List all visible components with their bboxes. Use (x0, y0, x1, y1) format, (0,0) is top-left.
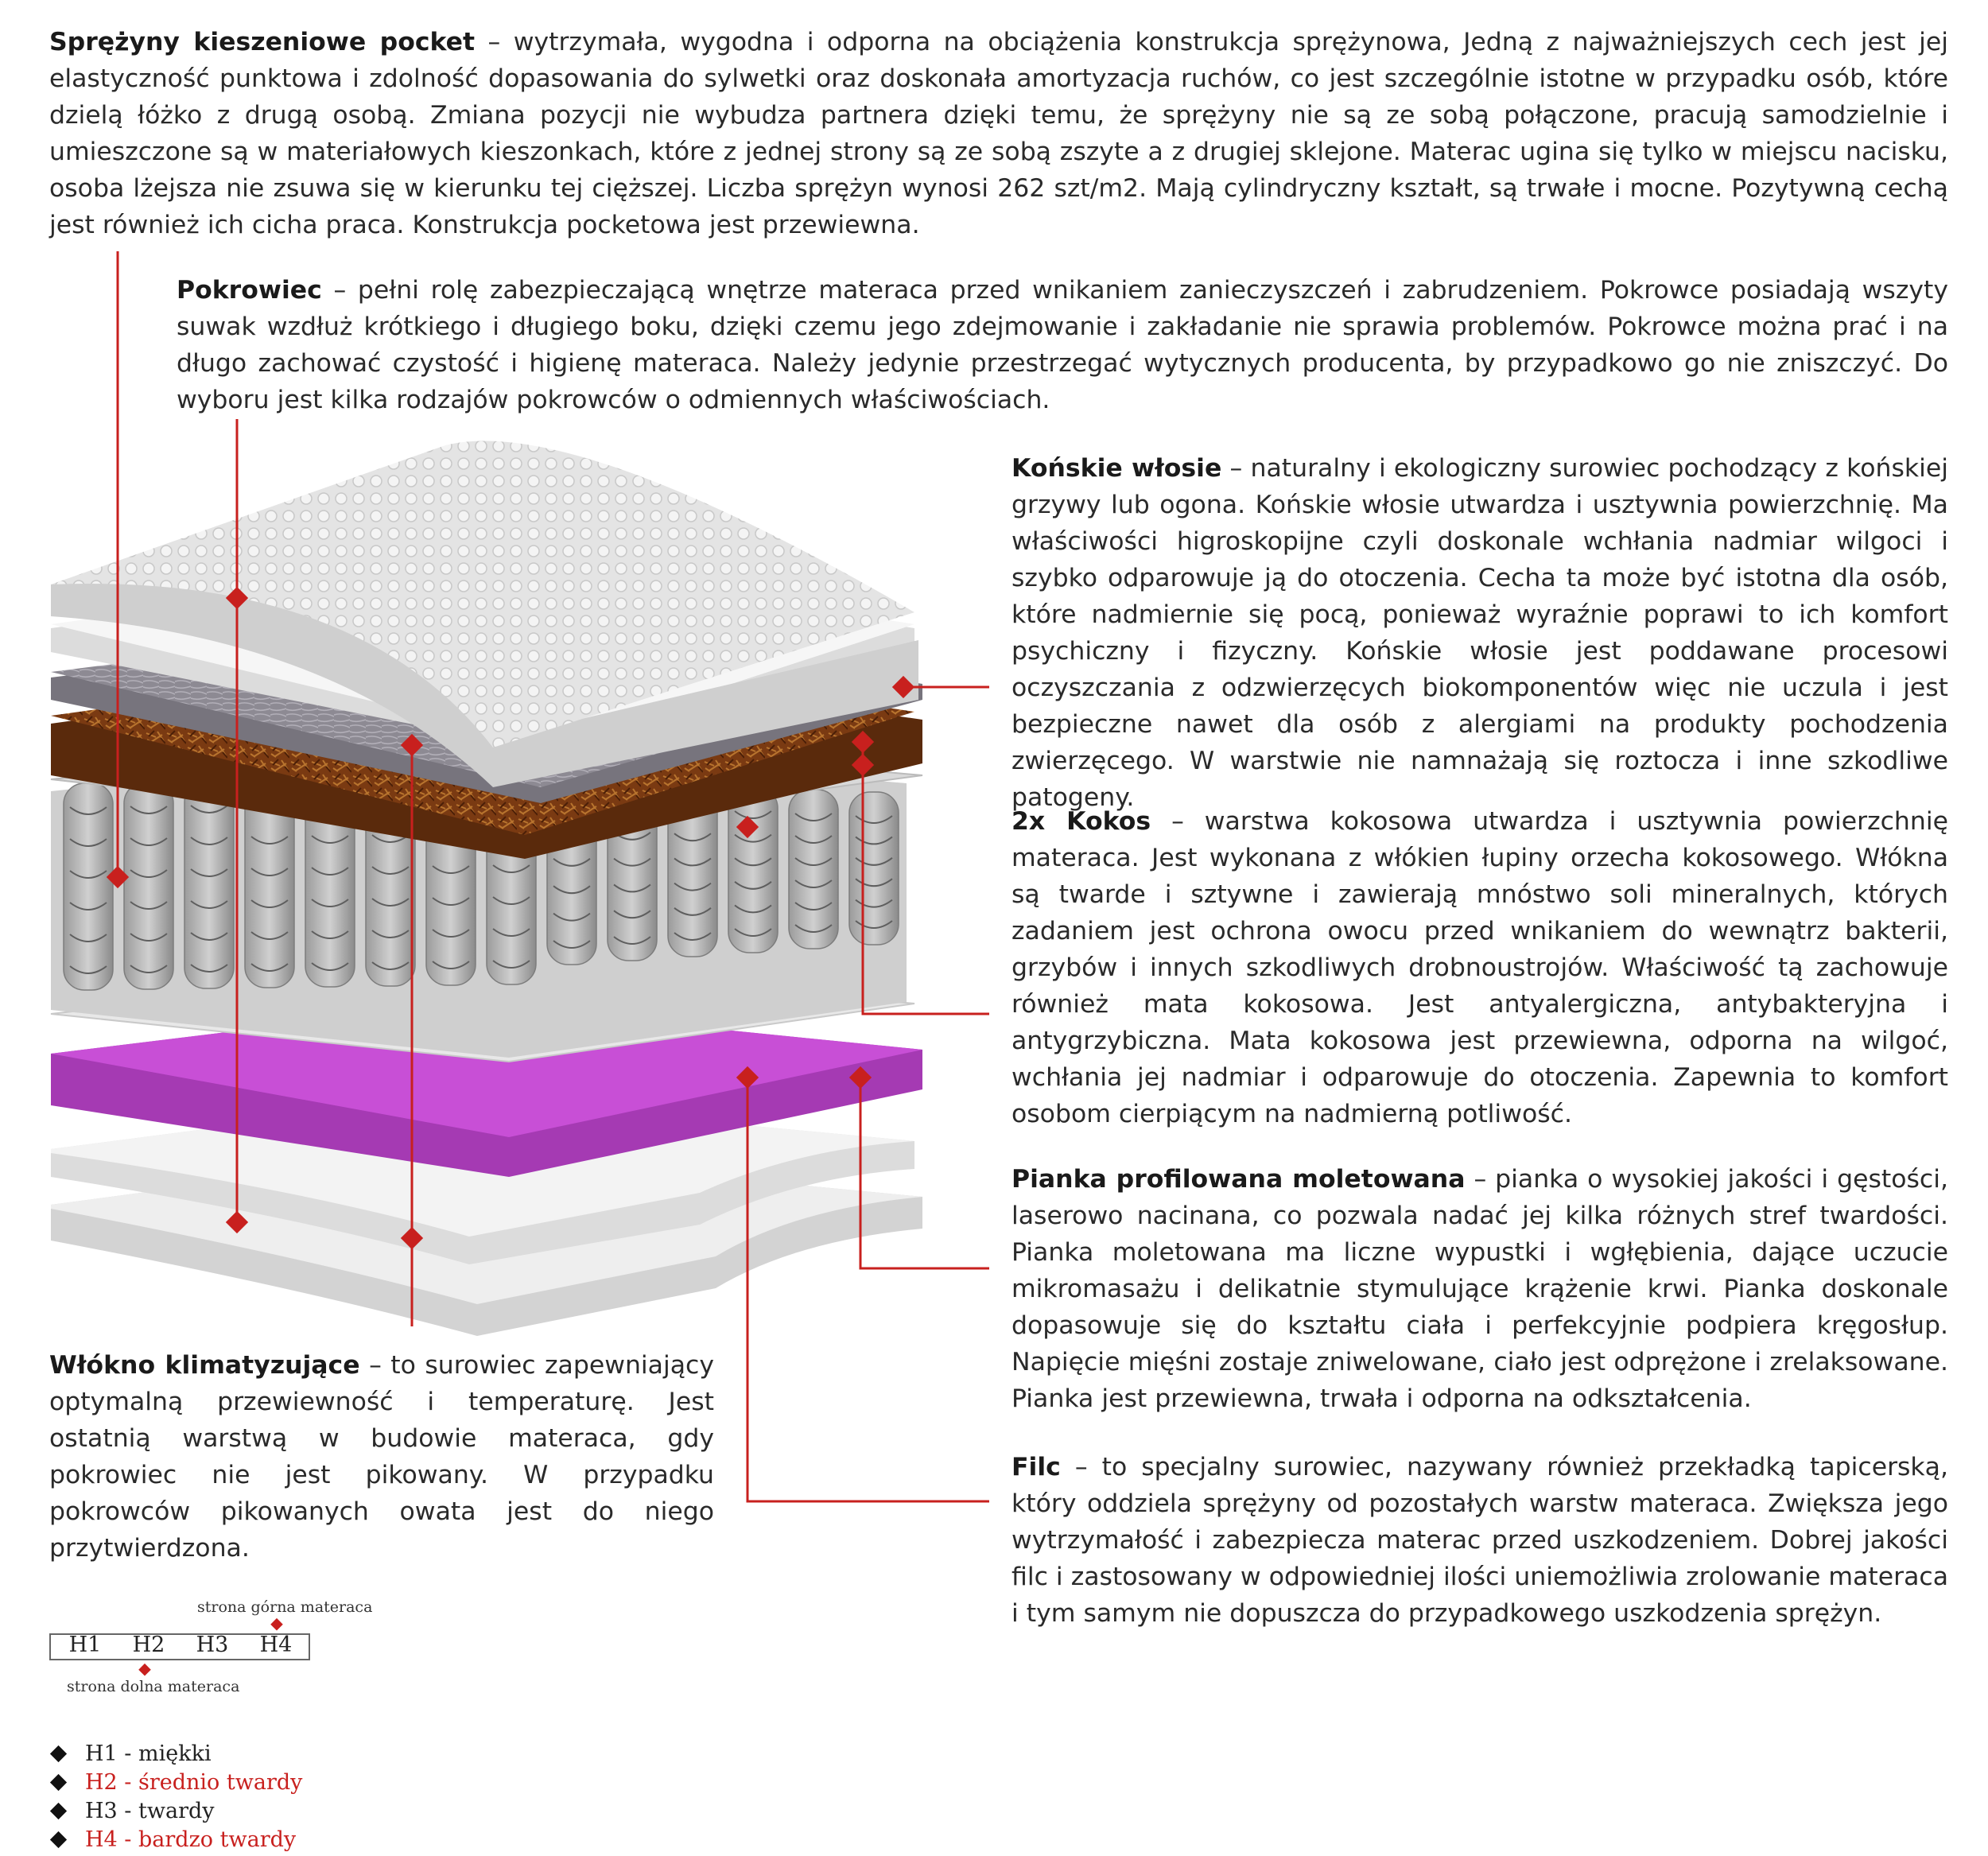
top-side-marker (270, 1618, 283, 1631)
foam-heading: Pianka profilowana moletowana (1011, 1165, 1466, 1194)
diamond-icon (50, 1773, 67, 1790)
horsehair-text: – naturalny i ekologiczny surowiec pochodzący z końskiej grzywy lub ogona. Końskie włosie utwardza i usztywnia powierzchnię. Ma właściwości higroskopijne czyli doskonale wchłania nadmiar wilgoci i szybko odparowuje ją do otoczenia. Cecha ta może być istotna dla osób, które nadmiernie się pocą, ponieważ wyraźnie poprawi to ich komfort psychiczny i fizyczny. Końskie włosie jest poddawane procesowi oczyszczania z odzwierzęcych biokomponentów więc nie uczula i jest bezpieczne nawet dla osób z alergiami na produkty pochodzenia zwierzęcego. W warstwie nie namnażają się roztocza i inne szkodliwe patogeny. (1011, 454, 1948, 812)
scale-label-h2: H2 (132, 1633, 165, 1657)
diamond-icon (50, 1831, 67, 1847)
scale-label-h3: H3 (196, 1633, 229, 1657)
climate-fiber-heading: Włókno klimatyzujące (49, 1351, 360, 1380)
foam-text: – pianka o wysokiej jakości i gęstości, laserowo nacinana, co pozwala nadać jej kilka różnych stref twardości. Pianka moletowana ma liczne wypustki i wgłębienia, dające uczucie mikromasażu i delikatnie stymulujące krążenie krwi. Pianka doskonale dopasowuje się do kształtu ciała i perfekcyjnie podpiera kręgosłup. Napięcie mięśni zostaje zniwelowane, ciało jest odprężone i zrelaksowane. Pianka jest przewiewna, trwała i odporna na odkształcenia. (1011, 1165, 1948, 1413)
climate-fiber-text: – to surowiec zapewniający optymalną przewiewność i temperaturę. Jest ostatnią warstwą w budowie materaca, gdy pokrowiec nie jest pikowany. W przypadku pokrowców pikowanych owata jest do niego przytwierdzona. (49, 1351, 714, 1563)
diamond-icon (50, 1745, 67, 1761)
scale-label-h4: H4 (259, 1633, 293, 1657)
pocket-springs-heading: Sprężyny kieszeniowe pocket (49, 28, 476, 56)
bottom-side-marker (138, 1664, 151, 1676)
felt-heading: Filc (1011, 1453, 1061, 1481)
legend-item-h2: H2 - średnio twardy (49, 1770, 302, 1799)
bottom-side-label: strona dolna materaca (67, 1678, 240, 1695)
coconut-heading: 2x Kokos (1011, 807, 1151, 836)
top-side-label: strona górna materaca (197, 1598, 373, 1616)
cover-heading: Pokrowiec (177, 276, 322, 305)
horsehair-heading: Końskie włosie (1011, 454, 1222, 483)
diamond-icon (50, 1802, 67, 1819)
scale-label-h1: H1 (68, 1633, 102, 1657)
felt-text: – to specjalny surowiec, nazywany również przekładką tapicerską, który oddziela sprężyny od pozostałych warstw materaca. Zwiększa jego wytrzymałość i zabezpiecza materac przed uszkodzeniem. Dobrej jakości filc i zastosowany w odpowiedniej ilości uniemożliwia zrolowanie materaca i tym samym nie dopuszcza do przypadkowego uszkodzenia sprężyn. (1011, 1453, 1949, 1628)
legend-item-h1: H1 - miękki (49, 1741, 212, 1770)
coconut-text: – warstwa kokosowa utwardza i usztywnia powierzchnię materaca. Jest wykonana z włókien łupiny orzecha kokosowego. Włókna są twarde i sztywne i zawierają mnóstwo soli mineralnych, których zadaniem jest ochrona owocu przed wnikaniem do wewnątrz bakterii, grzybów i innych szkodliwych drobnoustrojów. Właściwość tą zachowuje również mata kokosowa. Jest antyalergiczna, antybakteryjna i antygrzybiczna. Mata kokosowa jest przewiewna, odporna na wilgoć, wchłania jej nadmiar i odparowuje do otoczenia. Zapewnia to komfort osobom cierpiącym na nadmierną potliwość. (1011, 807, 1948, 1128)
legend-item-h4: H4 - bardzo twardy (49, 1827, 296, 1856)
legend-item-h3: H3 - twardy (49, 1799, 215, 1827)
pocket-springs-text: – wytrzymała, wygodna i odporna na obciążenia konstrukcja sprężynowa, Jedną z najważniejszych cech jest jej elastyczność punktowa i zdolność dopasowania do sylwetki oraz doskonała amortyzacja ruchów, co jest szczególnie istotne w przypadku osób, które dzielą łóżko z drugą osobą. Zmiana pozycji nie wybudza partnera dzięki temu, że sprężyny nie są ze sobą połączone, pracują samodzielnie i umieszczone są w materiałowych kieszonkach, które z jednej strony są ze sobą zszyte a z drugiej sklejone. Materac ugina się tylko w miejscu nacisku, osoba lżejsza nie zsuwa się w kierunku tej cięższej. Liczba sprężyn wynosi 262 szt/m2. Mają cylindryczny kształt, są trwałe i mocne. Pozytywną cechą jest również ich cicha praca. Konstrukcja pocketowa jest przewiewna. (49, 28, 1948, 239)
cover-text: – pełni rolę zabezpieczającą wnętrze materaca przed wnikaniem zanieczyszczeń i zabrudzeniem. Pokrowce posiadają wszyty suwak wzdłuż krótkiego i długiego boku, dzięki czemu jego zdejmowanie i zakładanie nie sprawia problemów. Pokrowce można prać i na długo zachować czystość i higienę materaca. Należy jedynie przestrzegać wytycznych producenta, by przypadkowo go nie zniszczyć. Do wyboru jest kilka rodzajów pokrowców o odmiennych właściwościach. (177, 276, 1948, 414)
